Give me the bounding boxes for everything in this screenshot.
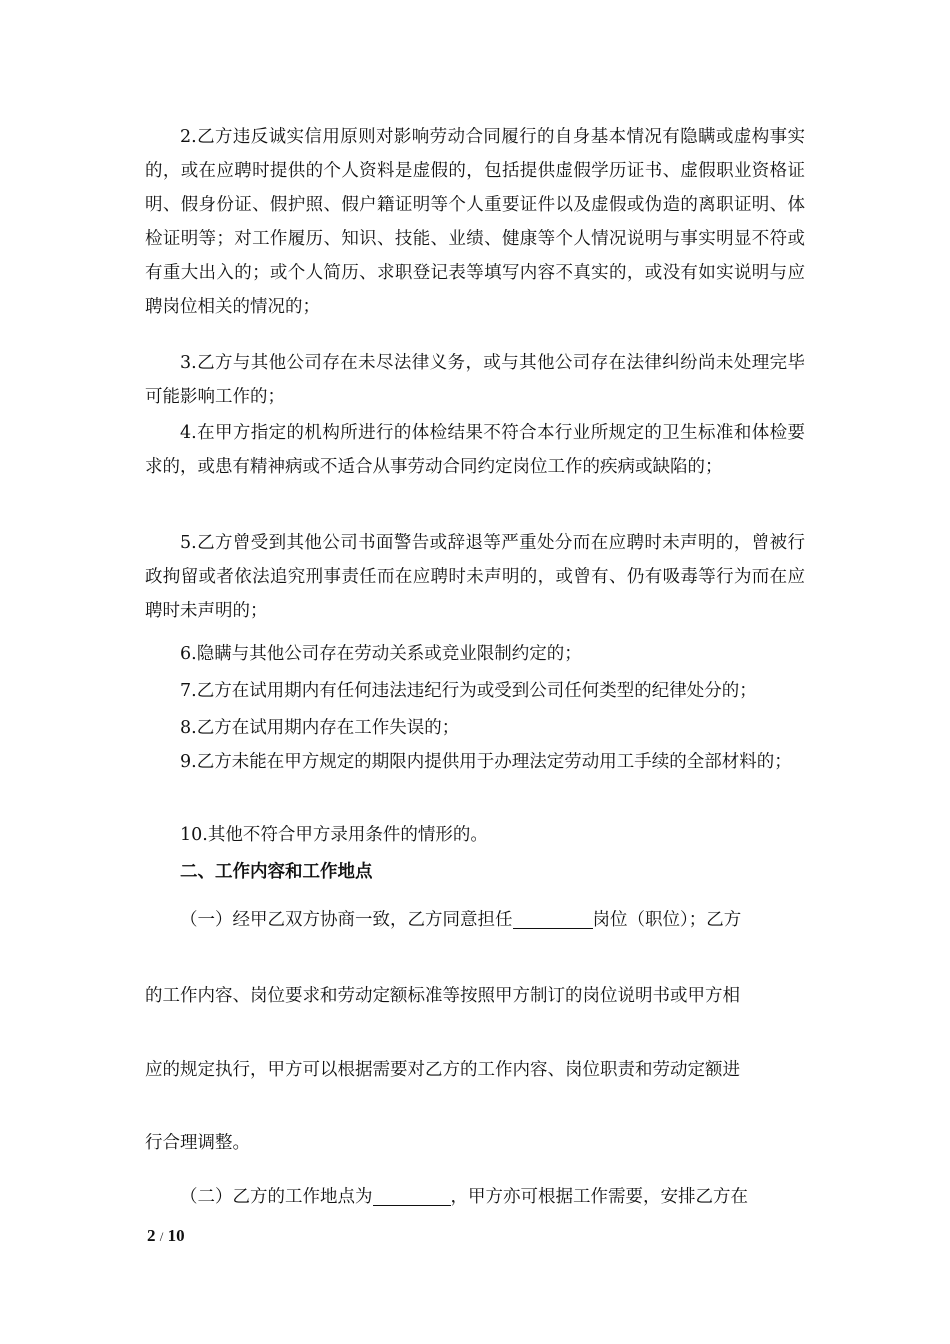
clause-item-3: 3.乙方与其他公司存在未尽法律义务，或与其他公司存在法律纠纷尚未处理完毕可能影响工作的； — [145, 353, 805, 407]
clause-work-location-suffix: ，甲方亦可根据工作需要，安排乙方在 — [450, 1187, 748, 1207]
clause-item-10: 10.其他不符合甲方录用条件的情形的。 — [180, 825, 488, 845]
page-separator: / — [159, 1229, 164, 1244]
clause-work-location-prefix: （二）乙方的工作地点为 — [180, 1187, 373, 1207]
location-blank[interactable] — [373, 1187, 451, 1206]
clause-item-8: 8.乙方在试用期内存在工作失误的； — [180, 718, 460, 738]
clause-work-content-line2: 的工作内容、岗位要求和劳动定额标准等按照甲方制订的岗位说明书或甲方相 — [145, 986, 740, 1006]
position-blank[interactable] — [513, 910, 593, 929]
clause-item-2: 2.乙方违反诚实信用原则对影响劳动合同履行的自身基本情况有隐瞒或虚构事实的，或在应聘时提供的个人资料是虚假的，包括提供虚假学历证书、虚假职业资格证明、假身份证、假护照、假户籍证明等个人重要证件以及虚假或伪造的离职证明、体检证明等；对工作履历、知识、技能、业绩、健康等个人情况说明与事实明显不符或有重大出入的；或个人简历、求职登记表等填写内容不真实的，或没有如实说明与应聘岗位相关的情况的； — [145, 127, 805, 317]
current-page-number: 2 — [147, 1226, 156, 1245]
clause-item-9: 9.乙方未能在甲方规定的期限内提供用于办理法定劳动用工手续的全部材料的； — [180, 752, 792, 772]
clause-item-5: 5.乙方曾受到其他公司书面警告或辞退等严重处分而在应聘时未声明的，曾被行政拘留或者依法追究刑事责任而在应聘时未声明的，或曾有、仍有吸毒等行为而在应聘时未声明的； — [145, 533, 805, 621]
clause-work-content-prefix: （一）经甲乙双方协商一致，乙方同意担任 — [180, 910, 513, 930]
page-number — [147, 1226, 185, 1246]
clause-item-4: 4.在甲方指定的机构所进行的体检结果不符合本行业所规定的卫生标准和体检要求的，或患有精神病或不适合从事劳动合同约定岗位工作的疾病或缺陷的； — [145, 423, 805, 477]
clause-item-7: 7.乙方在试用期内有任何违法违纪行为或受到公司任何类型的纪律处分的； — [180, 681, 757, 701]
clause-work-content-line3: 应的规定执行，甲方可以根据需要对乙方的工作内容、岗位职责和劳动定额进 — [145, 1060, 740, 1080]
clause-work-content-line4: 行合理调整。 — [145, 1133, 250, 1153]
total-page-number: 10 — [167, 1226, 185, 1245]
clause-work-content-suffix: 岗位（职位）；乙方 — [592, 910, 742, 930]
section-heading: 二、工作内容和工作地点 — [180, 862, 373, 882]
clause-work-location-line1 — [180, 1183, 805, 1208]
clause-item-6: 6.隐瞒与其他公司存在劳动关系或竞业限制约定的； — [180, 644, 582, 664]
clause-work-content-line1 — [180, 906, 805, 931]
